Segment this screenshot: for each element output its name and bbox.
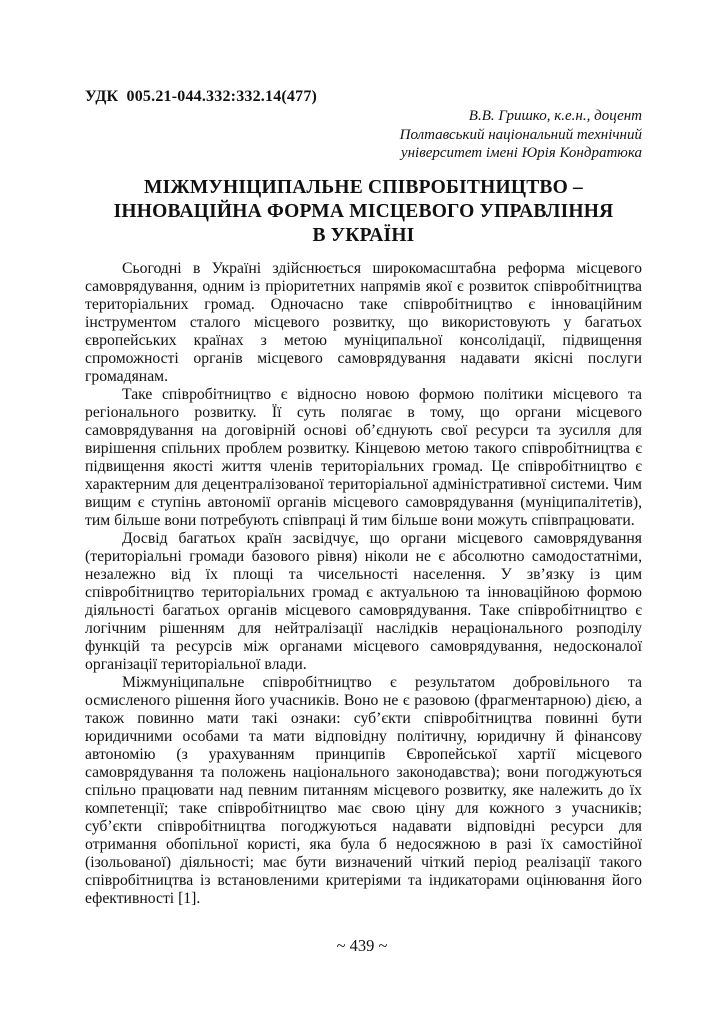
paragraph-2: Таке співробітництво є відносно новою формою політики місцевого та регіонального розвитку. Її суть полягає в тому, що органи місцевого самоврядування на договірній основі об’єднують свої ресурси та зусилля для вирішення спільних проблем розвитку. Кінцевою метою такого співробітництва є підвищення якості життя членів територіальних громад. Це співробітництво є характерним для децентралізованої територіальної адміністративної системи. Чим вищим є ступінь автономії органів місцевого самоврядування (муніципалітетів), тим більше вони потребують співпраці й тим більше вони можуть співпрацювати. xyxy=(85,385,642,529)
udc-code: УДК 005.21-044.332:332.14(477) xyxy=(85,88,318,105)
article-title-line-3: В УКРАЇНІ xyxy=(312,224,415,246)
author-block xyxy=(85,107,642,163)
article-title-line-1: МІЖМУНІЦИПАЛЬНЕ СПІВРОБІТНИЦТВО – xyxy=(143,176,583,198)
paragraph-3: Досвід багатьох країн засвідчує, що органи місцевого самоврядування (територіальні громади базового рівня) ніколи не є абсолютно самодостатніми, незалежно від їх площі та чисельності населення. У зв’язку із цим співробітництво територіальних громад є актуальною та інноваційною формою діяльності багатьох органів місцевого самоврядування. Таке співробітництво є логічним рішенням для нейтралізації наслідків нераціонального розподілу функцій та ресурсів між органами місцевого самоврядування, недосконалої організації територіальної влади. xyxy=(85,529,642,673)
author-affiliation-line-2: університет імені Юрія Кондратюка xyxy=(400,145,642,161)
article-title xyxy=(85,176,642,248)
page-content xyxy=(85,88,642,908)
article-body xyxy=(85,260,642,908)
paragraph-4: Міжмуніципальне співробітництво є результатом добровільного та осмисленого рішення його учасників. Воно не є разовою (фрагментарною) дією, а також повинно мати такі ознаки: суб’єкти співробітництва повинні бути юридичними особами та мати відповідну політичну, юридичну й фінансову автономію (з урахуванням принципів Європейської хартії місцевого самоврядування та положень національного законодавства); вони погоджуються спільно працювати над певним питанням місцевого розвитку, яке належить до їх компетенції; таке співробітництво має свою ціну для кожного з учасників; суб’єкти співробітництва погоджуються надавати відповідні ресурси для отримання обопільної користі, яка була б недосяжною в разі їх самостійної (ізольованої) діяльності; має бути визначений чіткий період реалізації такого співробітництва із встановленими критеріями та індикаторами оцінювання його ефективності [1]. xyxy=(85,673,642,907)
paragraph-1: Сьогодні в Україні здійснюється широкомасштабна реформа місцевого самоврядування, одним із пріоритетних напрямів якої є розвиток співробітництва територіальних громад. Одночасно таке співробітництво є інноваційним інструментом сталого місцевого розвитку, що використовують у багатьох європейських країнах з метою муніципальної консолідації, підвищення спроможності органів місцевого самоврядування надавати якісні послуги громадянам. xyxy=(85,259,642,385)
author-name: В.В. Гришко, к.е.н., доцент xyxy=(468,108,642,124)
article-title-line-2: ІННОВАЦІЙНА ФОРМА МІСЦЕВОГО УПРАВЛІННЯ xyxy=(113,200,614,222)
page-number: ~ 439 ~ xyxy=(336,936,388,955)
author-affiliation-line-1: Полтавський національний технічний xyxy=(399,126,642,143)
